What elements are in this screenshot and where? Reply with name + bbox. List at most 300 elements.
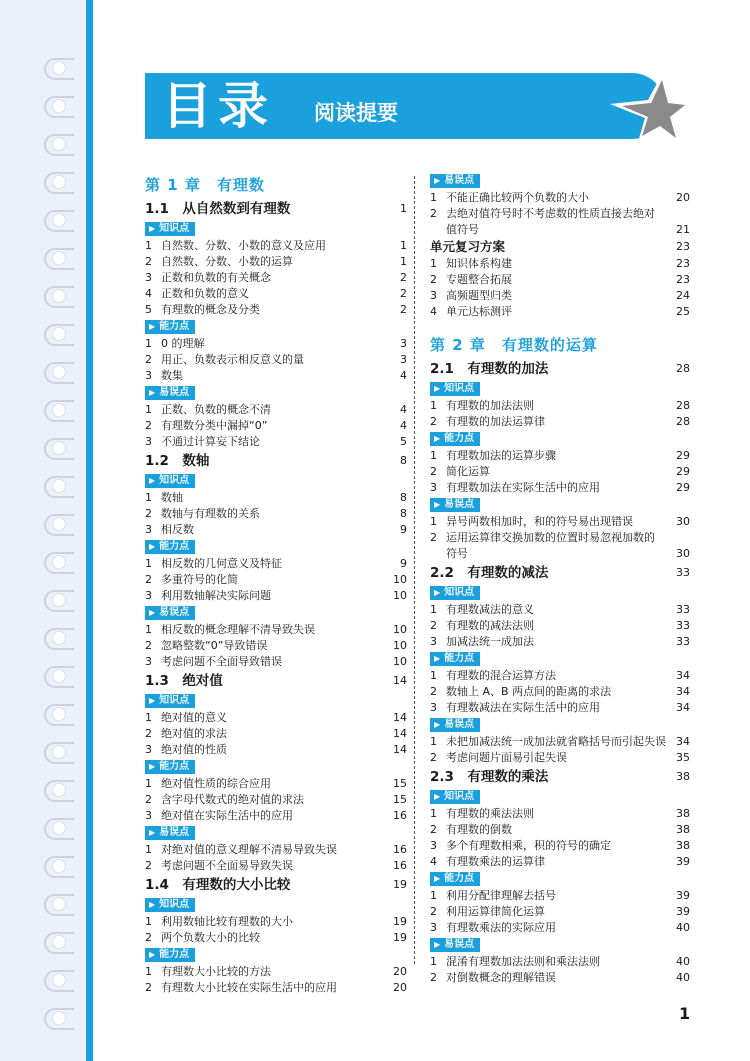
- toc-item[interactable]: [145, 572, 407, 588]
- toc-item[interactable]: [145, 654, 407, 670]
- page-ref: 3: [400, 353, 407, 366]
- page-ref: 4: [400, 419, 407, 432]
- item-number: 1: [430, 603, 437, 616]
- category-tag: [430, 716, 690, 734]
- toc-item[interactable]: [145, 638, 407, 654]
- category-label: ▶ 易误点: [430, 498, 480, 512]
- page-ref: 10: [393, 573, 407, 586]
- item-number: 2: [430, 905, 437, 918]
- page-ref: 10: [393, 639, 407, 652]
- binder-ring: [30, 930, 76, 968]
- toc-item[interactable]: [145, 434, 407, 450]
- item-number: 1: [145, 337, 152, 350]
- item-title: 含字母代数式的绝对值的求法: [161, 793, 304, 806]
- page-ref: 19: [393, 915, 407, 928]
- page-ref: 14: [393, 674, 407, 687]
- chapter-heading[interactable]: 第 2 章 有理数的运算: [430, 336, 598, 354]
- toc-item[interactable]: [430, 888, 690, 904]
- item-title: 对绝对值的意义理解不清易导致失误: [161, 843, 337, 856]
- page-ref: 4: [400, 369, 407, 382]
- toc-item[interactable]: [430, 272, 690, 288]
- toc-item[interactable]: [145, 302, 407, 318]
- item-number: 3: [430, 289, 437, 302]
- section-heading[interactable]: [430, 358, 690, 380]
- item-number: 1: [430, 735, 437, 748]
- item-number: 2: [145, 793, 152, 806]
- item-number: 1: [430, 399, 437, 412]
- category-tag: [145, 758, 407, 776]
- item-title: 符号: [446, 547, 468, 560]
- item-title: 有理数的加法运算律: [446, 415, 545, 428]
- unit-title: 单元复习方案: [430, 239, 506, 254]
- page-ref: 9: [400, 557, 407, 570]
- category-tag: [430, 788, 690, 806]
- item-number: 2: [145, 981, 152, 994]
- item-title: 有理数大小比较在实际生活中的应用: [161, 981, 337, 994]
- item-number: 1: [430, 807, 437, 820]
- item-title: 有理数的倒数: [446, 823, 512, 836]
- binder-ring: [30, 132, 76, 170]
- item-title: 绝对值性质的综合应用: [161, 777, 271, 790]
- toc-item[interactable]: [430, 530, 690, 546]
- page-ref: 10: [393, 589, 407, 602]
- item-title: 利用数轴比较有理数的大小: [161, 915, 293, 928]
- page-ref: 39: [676, 889, 690, 902]
- binder-ring: [30, 892, 76, 930]
- toc-item[interactable]: [430, 602, 690, 618]
- item-number: 3: [145, 589, 152, 602]
- item-title: 有理数的概念及分类: [161, 303, 260, 316]
- page-ref: 38: [676, 770, 690, 783]
- item-title: 有理数的乘法法则: [446, 807, 534, 820]
- toc-item[interactable]: [145, 522, 407, 538]
- item-title: 有理数大小比较的方法: [161, 965, 271, 978]
- category-label: ▶ 能力点: [430, 432, 480, 446]
- item-title: 正数和负数的有关概念: [161, 271, 271, 284]
- item-number: 1: [145, 711, 152, 724]
- item-title: 利用运算律简化运算: [446, 905, 545, 918]
- page-ref: 33: [676, 635, 690, 648]
- item-title: 相反数的概念理解不清导致失误: [161, 623, 315, 636]
- page-number: 1: [679, 1004, 691, 1023]
- page-ref: 1: [400, 239, 407, 252]
- toc-item[interactable]: [430, 206, 690, 222]
- toc-item[interactable]: [145, 490, 407, 506]
- toc-item-continued[interactable]: [430, 222, 690, 238]
- toc-item[interactable]: [430, 838, 690, 854]
- section-heading[interactable]: [430, 766, 690, 788]
- item-title: 相反数: [161, 523, 194, 536]
- toc-item[interactable]: [145, 710, 407, 726]
- category-label: ▶ 能力点: [145, 948, 195, 962]
- binder-ring: [30, 208, 76, 246]
- page-ref: 33: [676, 603, 690, 616]
- item-title: 值符号: [446, 223, 479, 236]
- page-ref: 25: [676, 305, 690, 318]
- section-title: 1.3 绝对值: [145, 673, 223, 689]
- section-heading[interactable]: [430, 562, 690, 584]
- page-ref: 23: [676, 273, 690, 286]
- page-ref: 28: [676, 415, 690, 428]
- toc-item[interactable]: [145, 352, 407, 368]
- page-ref: 30: [676, 547, 690, 560]
- item-number: 1: [145, 843, 152, 856]
- category-tag: [145, 604, 407, 622]
- toc-item[interactable]: [145, 270, 407, 286]
- section-title: 1.4 有理数的大小比较: [145, 877, 291, 893]
- item-title: 正数和负数的意义: [161, 287, 249, 300]
- category-tag: [430, 870, 690, 888]
- binder-ring: [30, 474, 76, 512]
- toc-item[interactable]: [430, 954, 690, 970]
- toc-item[interactable]: [145, 418, 407, 434]
- toc-item[interactable]: [145, 914, 407, 930]
- binder-ring: [30, 512, 76, 550]
- category-tag: [145, 824, 407, 842]
- item-number: 1: [145, 239, 152, 252]
- page-ref: 28: [676, 362, 690, 375]
- page-ref: 33: [676, 566, 690, 579]
- toc-item[interactable]: [145, 506, 407, 522]
- item-number: 2: [145, 419, 152, 432]
- item-title: 有理数的减法法则: [446, 619, 534, 632]
- item-title: 有理数分类中漏掉“0”: [161, 419, 268, 432]
- item-number: 3: [430, 701, 437, 714]
- toc-item[interactable]: [430, 448, 690, 464]
- item-title: 多个有理数相乘，积的符号的确定: [446, 839, 611, 852]
- item-title: 加减法统一成加法: [446, 635, 534, 648]
- toc-item[interactable]: [430, 464, 690, 480]
- category-tag: [430, 430, 690, 448]
- page-ref: 34: [676, 669, 690, 682]
- item-number: 1: [430, 515, 437, 528]
- section-heading[interactable]: [145, 198, 407, 220]
- toc-item[interactable]: [145, 622, 407, 638]
- binder-ring: [30, 816, 76, 854]
- item-title: 自然数、分数、小数的意义及应用: [161, 239, 326, 252]
- toc-item[interactable]: [430, 920, 690, 936]
- binder-ring: [30, 360, 76, 398]
- toc-item[interactable]: [430, 684, 690, 700]
- toc-item[interactable]: [145, 964, 407, 980]
- item-number: 1: [145, 623, 152, 636]
- item-number: 2: [430, 415, 437, 428]
- category-tag: [430, 380, 690, 398]
- toc-item[interactable]: [145, 776, 407, 792]
- item-title: 有理数乘法的运算律: [446, 855, 545, 868]
- category-label: ▶ 能力点: [430, 652, 480, 666]
- item-number: 2: [145, 255, 152, 268]
- column-divider: [414, 176, 415, 964]
- item-title: 两个负数大小的比较: [161, 931, 260, 944]
- section-title: 2.1 有理数的加法: [430, 361, 549, 377]
- page-ref: 4: [400, 403, 407, 416]
- page-ref: 34: [676, 735, 690, 748]
- toc-item[interactable]: [430, 970, 690, 986]
- item-number: 2: [145, 727, 152, 740]
- category-label: ▶ 易误点: [430, 174, 480, 188]
- toc-item[interactable]: [145, 402, 407, 418]
- item-number: 4: [430, 855, 437, 868]
- item-number: 2: [430, 619, 437, 632]
- item-title: 绝对值在实际生活中的应用: [161, 809, 293, 822]
- toc-item[interactable]: [145, 930, 407, 946]
- section-heading[interactable]: [145, 874, 407, 896]
- section-title: 2.3 有理数的乘法: [430, 769, 549, 785]
- item-number: 1: [145, 965, 152, 978]
- page-ref: 1: [400, 255, 407, 268]
- page-ref: 40: [676, 921, 690, 934]
- page-ref: 3: [400, 337, 407, 350]
- toc-item[interactable]: [145, 980, 407, 996]
- item-title: 绝对值的求法: [161, 727, 227, 740]
- category-label: ▶ 能力点: [145, 540, 195, 554]
- item-number: 5: [145, 303, 152, 316]
- toc-item-continued[interactable]: [430, 546, 690, 562]
- category-label: ▶ 易误点: [145, 386, 195, 400]
- binder-ring: [30, 1006, 76, 1044]
- binder-edge-line: [86, 0, 93, 1061]
- item-number: 1: [145, 403, 152, 416]
- item-number: 3: [430, 481, 437, 494]
- item-title: 正数、负数的概念不清: [161, 403, 271, 416]
- item-number: 2: [430, 531, 437, 544]
- unit-review-heading[interactable]: [430, 238, 690, 256]
- category-tag: [145, 318, 407, 336]
- toc-item[interactable]: [430, 190, 690, 206]
- toc-item[interactable]: [430, 700, 690, 716]
- page-ref: 30: [676, 515, 690, 528]
- item-title: 利用数轴解决实际问题: [161, 589, 271, 602]
- toc-item[interactable]: [145, 858, 407, 874]
- page-ref: 34: [676, 685, 690, 698]
- binder-ring: [30, 94, 76, 132]
- category-label: ▶ 能力点: [145, 320, 195, 334]
- section-heading[interactable]: [145, 450, 407, 472]
- toc-item[interactable]: [145, 808, 407, 824]
- toc-item[interactable]: [430, 514, 690, 530]
- page-ref: 40: [676, 955, 690, 968]
- page-ref: 8: [400, 491, 407, 504]
- item-title: 不通过计算妄下结论: [161, 435, 260, 448]
- page-ref: 2: [400, 303, 407, 316]
- binder-rings: [30, 56, 76, 1044]
- category-tag: [430, 584, 690, 602]
- page-ref: 8: [400, 454, 407, 467]
- item-number: 1: [430, 669, 437, 682]
- toc-item[interactable]: [145, 336, 407, 352]
- toc-item[interactable]: [145, 842, 407, 858]
- section-title: 1.2 数轴: [145, 453, 210, 469]
- item-number: 3: [145, 523, 152, 536]
- page-ref: 20: [393, 981, 407, 994]
- toc-item[interactable]: [430, 414, 690, 430]
- item-title: 考虑问题不全面导致错误: [161, 655, 282, 668]
- toc-item[interactable]: [145, 368, 407, 384]
- item-number: 2: [430, 465, 437, 478]
- item-number: 3: [430, 635, 437, 648]
- toc-item[interactable]: [430, 634, 690, 650]
- toc-item[interactable]: [145, 792, 407, 808]
- category-label: ▶ 易误点: [145, 606, 195, 620]
- toc-item[interactable]: [430, 904, 690, 920]
- page-ref: 8: [400, 507, 407, 520]
- toc-item[interactable]: [430, 734, 690, 750]
- section-heading[interactable]: [145, 670, 407, 692]
- item-title: 数集: [161, 369, 183, 382]
- item-number: 3: [145, 655, 152, 668]
- binder-ring: [30, 322, 76, 360]
- toc-item[interactable]: [430, 822, 690, 838]
- toc-item[interactable]: [145, 286, 407, 302]
- category-tag: [145, 472, 407, 490]
- binder-ring: [30, 854, 76, 892]
- category-label: ▶ 知识点: [430, 586, 480, 600]
- item-title: 绝对值的意义: [161, 711, 227, 724]
- item-title: 有理数减法在实际生活中的应用: [446, 701, 600, 714]
- binder-ring: [30, 778, 76, 816]
- page-ref: 10: [393, 623, 407, 636]
- item-title: 知识体系构建: [446, 257, 512, 270]
- item-number: 1: [145, 915, 152, 928]
- item-title: 去绝对值符号时不考虑数的性质直接去绝对: [446, 207, 655, 220]
- item-title: 有理数乘法的实际应用: [446, 921, 556, 934]
- binder-ring: [30, 740, 76, 778]
- toc-item[interactable]: [430, 618, 690, 634]
- page-ref: 15: [393, 777, 407, 790]
- category-tag: [145, 896, 407, 914]
- binder-ring: [30, 626, 76, 664]
- category-label: ▶ 知识点: [430, 790, 480, 804]
- page-ref: 38: [676, 823, 690, 836]
- item-number: 2: [145, 507, 152, 520]
- page-ref: 29: [676, 465, 690, 478]
- toc-left-column: [145, 172, 407, 996]
- item-number: 1: [430, 257, 437, 270]
- item-title: 考虑问题不全面易导致失误: [161, 859, 293, 872]
- binder-ring: [30, 436, 76, 474]
- category-tag: [430, 650, 690, 668]
- item-number: 2: [145, 573, 152, 586]
- toc-item[interactable]: [145, 726, 407, 742]
- item-title: 简化运算: [446, 465, 490, 478]
- item-title: 绝对值的性质: [161, 743, 227, 756]
- page-ref: 14: [393, 711, 407, 724]
- item-title: 有理数减法的意义: [446, 603, 534, 616]
- category-label: ▶ 能力点: [430, 872, 480, 886]
- item-title: 专题整合拓展: [446, 273, 512, 286]
- page-ref: 34: [676, 701, 690, 714]
- toc-item[interactable]: [430, 668, 690, 684]
- page-subtitle: 阅读提要: [314, 101, 398, 125]
- item-title: 自然数、分数、小数的运算: [161, 255, 293, 268]
- page-ref: 20: [393, 965, 407, 978]
- chapter-heading[interactable]: 第 1 章 有理数: [145, 176, 265, 194]
- toc-item[interactable]: [145, 556, 407, 572]
- item-title: 有理数的加法法则: [446, 399, 534, 412]
- category-tag: [145, 692, 407, 710]
- item-number: 3: [430, 839, 437, 852]
- item-title: 异号两数相加时，和的符号易出现错误: [446, 515, 633, 528]
- page-ref: 23: [676, 240, 690, 253]
- item-title: 有理数的混合运算方法: [446, 669, 556, 682]
- page-ref: 19: [393, 931, 407, 944]
- item-title: 考虑问题片面易引起失误: [446, 751, 567, 764]
- category-label: ▶ 能力点: [145, 760, 195, 774]
- toc-item[interactable]: [145, 238, 407, 254]
- item-title: 数轴: [161, 491, 183, 504]
- page-ref: 21: [676, 223, 690, 236]
- toc-item[interactable]: [145, 254, 407, 270]
- category-tag: [145, 220, 407, 238]
- item-number: 3: [430, 921, 437, 934]
- toc-item[interactable]: [430, 398, 690, 414]
- toc-item[interactable]: [430, 806, 690, 822]
- item-number: 1: [430, 191, 437, 204]
- page-ref: 5: [400, 435, 407, 448]
- category-tag: [430, 936, 690, 954]
- binder-ring: [30, 398, 76, 436]
- toc-item[interactable]: [430, 480, 690, 496]
- item-number: 2: [430, 823, 437, 836]
- item-number: 4: [430, 305, 437, 318]
- item-title: 多重符号的化简: [161, 573, 238, 586]
- section-title: 2.2 有理数的减法: [430, 565, 549, 581]
- toc-item[interactable]: [430, 288, 690, 304]
- toc-item[interactable]: [145, 742, 407, 758]
- item-title: 高频题型归类: [446, 289, 512, 302]
- toc-item[interactable]: [430, 256, 690, 272]
- item-title: 运用运算律交换加数的位置时易忽视加数的: [446, 531, 655, 544]
- toc-item[interactable]: [145, 588, 407, 604]
- page-ref: 9: [400, 523, 407, 536]
- toc-item[interactable]: [430, 750, 690, 766]
- item-title: 有理数加法在实际生活中的应用: [446, 481, 600, 494]
- category-label: ▶ 知识点: [145, 222, 195, 236]
- item-number: 1: [145, 777, 152, 790]
- item-title: 不能正确比较两个负数的大小: [446, 191, 589, 204]
- binder-ring: [30, 702, 76, 740]
- page-ref: 15: [393, 793, 407, 806]
- item-number: 3: [145, 435, 152, 448]
- item-number: 1: [145, 557, 152, 570]
- section-title: 1.1 从自然数到有理数: [145, 201, 291, 217]
- page-ref: 23: [676, 257, 690, 270]
- item-title: 0 的理解: [161, 337, 205, 350]
- category-label: ▶ 易误点: [430, 938, 480, 952]
- page-ref: 2: [400, 271, 407, 284]
- item-number: 1: [430, 955, 437, 968]
- toc-item[interactable]: [430, 854, 690, 870]
- toc-item[interactable]: [430, 304, 690, 320]
- binder-ring: [30, 56, 76, 94]
- item-title: 数轴上 A、B 两点间的距离的求法: [446, 685, 612, 698]
- item-number: 2: [145, 353, 152, 366]
- page-ref: 16: [393, 809, 407, 822]
- item-number: 3: [145, 743, 152, 756]
- item-number: 1: [145, 491, 152, 504]
- page-ref: 28: [676, 399, 690, 412]
- binder-ring: [30, 968, 76, 1006]
- page-ref: 14: [393, 743, 407, 756]
- item-title: 对倒数概念的理解错误: [446, 971, 556, 984]
- page-ref: 16: [393, 843, 407, 856]
- category-label: ▶ 知识点: [430, 382, 480, 396]
- category-tag: [145, 946, 407, 964]
- page-ref: 14: [393, 727, 407, 740]
- category-label: ▶ 易误点: [430, 718, 480, 732]
- page-ref: 40: [676, 971, 690, 984]
